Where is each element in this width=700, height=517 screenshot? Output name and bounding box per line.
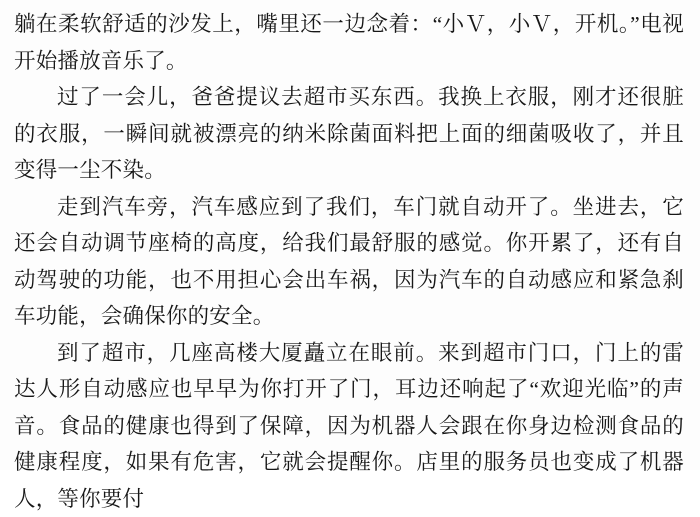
document-body (14, 6, 684, 517)
paragraph: 过了一会儿，爸爸提议去超市买东西。我换上衣服，刚才还很脏的衣服，一瞬间就被漂亮的纳米除菌面料把上面的细菌吸收了，并且变得一尘不染。 (14, 79, 684, 189)
paragraph: 走到汽车旁，汽车感应到了我们，车门就自动开了。坐进去，它还会自动调节座椅的高度，给我们最舒服的感觉。你开累了，还有自动驾驶的功能，也不用担心会出车祸，因为汽车的自动感应和紧急刹车功能，会确保你的安全。 (14, 189, 684, 335)
paragraph: 躺在柔软舒适的沙发上，嘴里还一边念着：“小Ｖ，小Ｖ，开机。”电视开始播放音乐了。 (14, 6, 684, 79)
paragraph: 到了超市，几座高楼大厦矗立在眼前。来到超市门口，门上的雷达人形自动感应也早早为你打开了门，耳边还响起了“欢迎光临”的声音。食品的健康也得到了保障，因为机器人会跟在你身边检测食品的健康程度，如果有危害，它就会提醒你。店里的服务员也变成了机器人，等你要付 (14, 335, 684, 517)
